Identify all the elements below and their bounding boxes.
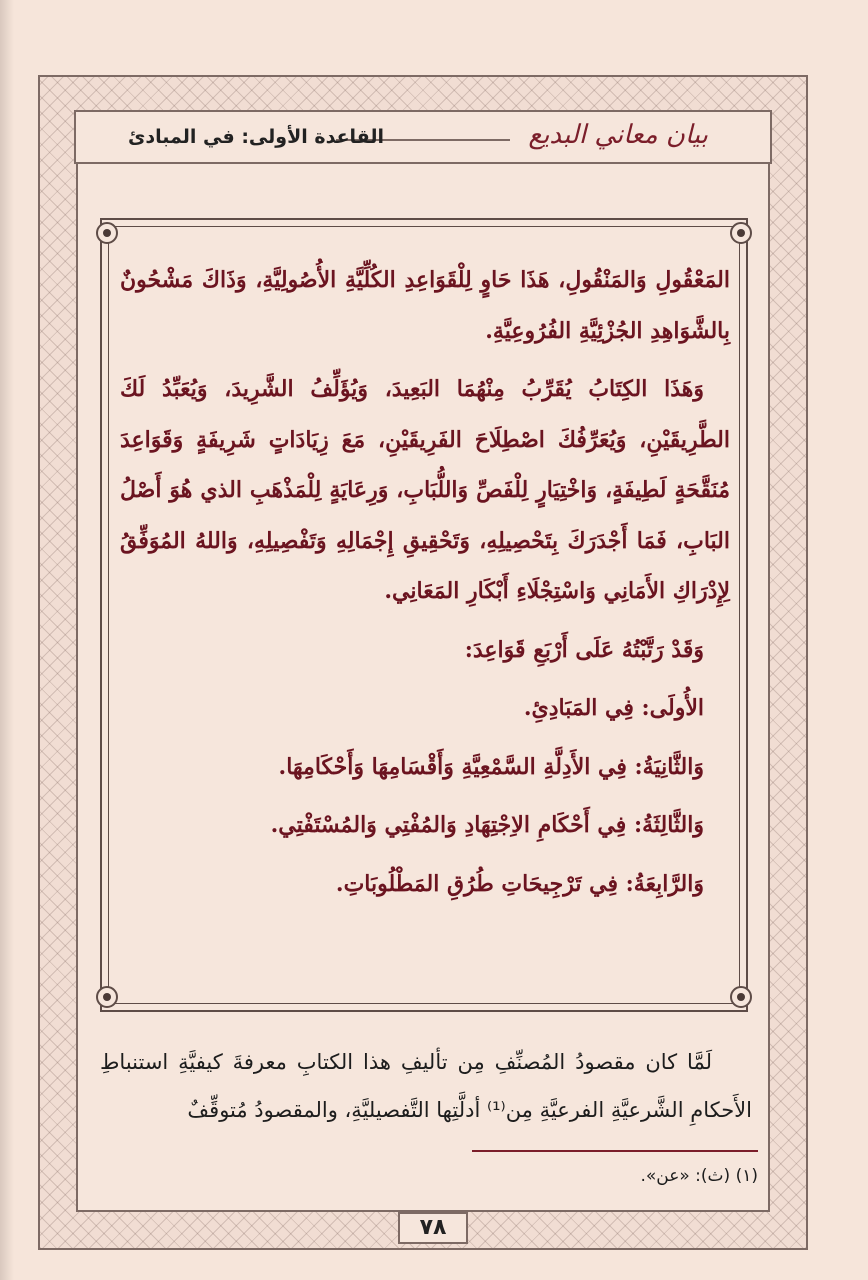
matn-paragraph: المَعْقُولِ وَالمَنْقُولِ، هَذَا حَاوٍ لِلْقَوَاعِدِ الكُلِّيَّةِ الأُصُولِيَّةِ، وَذَاكَ مَشْحُونٌ بِالشَّوَاهِدِ الجُزْئِيَّةِ الفُرُوعِيَّةِ.: [120, 267, 730, 344]
chapter-title: القاعدة الأولى: في المبادئ: [128, 126, 384, 148]
matn-list-item: وَالثَّالِثَةُ: فِي أَحْكَامِ الاِجْتِهَادِ وَالمُفْتِي وَالمُسْتَفْتِي.: [270, 812, 704, 838]
book-title: بيان معاني البديع: [528, 120, 708, 150]
page-number: ٧٨: [398, 1212, 468, 1244]
matn-paragraph: وَهَذَا الكِتَابُ يُقَرِّبُ مِنْهُمَا البَعِيدَ، وَيُؤَلِّفُ الشَّرِيدَ، وَيُعَبِّدُ لَكَ الطَّرِيقَيْنِ، وَيُعَرِّفُكَ اصْطِلَاحَ الفَرِيقَيْنِ، مَعَ زِيَادَاتٍ شَرِيفَةٍ وَقَوَاعِدَ مُنَقَّحَةٍ لَطِيفَةٍ، وَاخْتِيَارٍ لِلْفَصِّ وَاللُّبَابِ، وَرِعَايَةٍ لِلْمَذْهَبِ الذي هُوَ أَصْلُ البَابِ، فَمَا أَجْدَرَكَ بِتَحْصِيلِهِ، وَتَحْقِيقِ إِجْمَالِهِ وَتَفْصِيلِهِ، وَاللهُ المُوَفِّقُ لِإِدْرَاكِ الأَمَانِي وَاسْتِجْلَاءِ أَبْكَارِ المَعَانِي.: [120, 376, 730, 604]
page-binding-shadow: [0, 0, 14, 1280]
matn-paragraph: وَقَدْ رَتَّبْتُهُ عَلَى أَرْبَعِ قَوَاعِدَ:: [464, 636, 704, 663]
corner-ornament-icon: [96, 222, 118, 244]
matn-list-item: وَالرَّابِعَةُ: فِي تَرْجِيحَاتِ طُرُقِ المَطْلُوبَاتِ.: [335, 870, 704, 897]
matn-list-item: وَالثَّانِيَةُ: فِي الأَدِلَّةِ السَّمْعِيَّةِ وَأَقْسَامِهَا وَأَحْكَامِهَا.: [278, 753, 704, 780]
footnote: (١) (ث): «عن».: [640, 1166, 758, 1186]
header-box: [74, 110, 772, 164]
running-header: [38, 110, 808, 164]
matn-text: [120, 255, 730, 909]
commentary-text: [100, 1038, 752, 1134]
corner-ornament-icon: [730, 222, 752, 244]
matn-list-item: الأُولَى: فِي المَبَادِئِ.: [523, 695, 704, 721]
corner-ornament-icon: [96, 986, 118, 1008]
footnote-rule: [472, 1150, 758, 1152]
commentary-paragraph: لَمَّا كان مقصودُ المُصنِّفِ مِن تأليفِ هذا الكتابِ معرفةَ كيفيَّةِ استنباطِ الأَحكامِ الشَّرعيَّةِ الفرعيَّةِ مِن⁽¹⁾ أدلَّتِها التَّفصيليَّةِ، والمقصودُ مُتوقِّفٌ: [100, 1050, 752, 1122]
corner-ornament-icon: [730, 986, 752, 1008]
